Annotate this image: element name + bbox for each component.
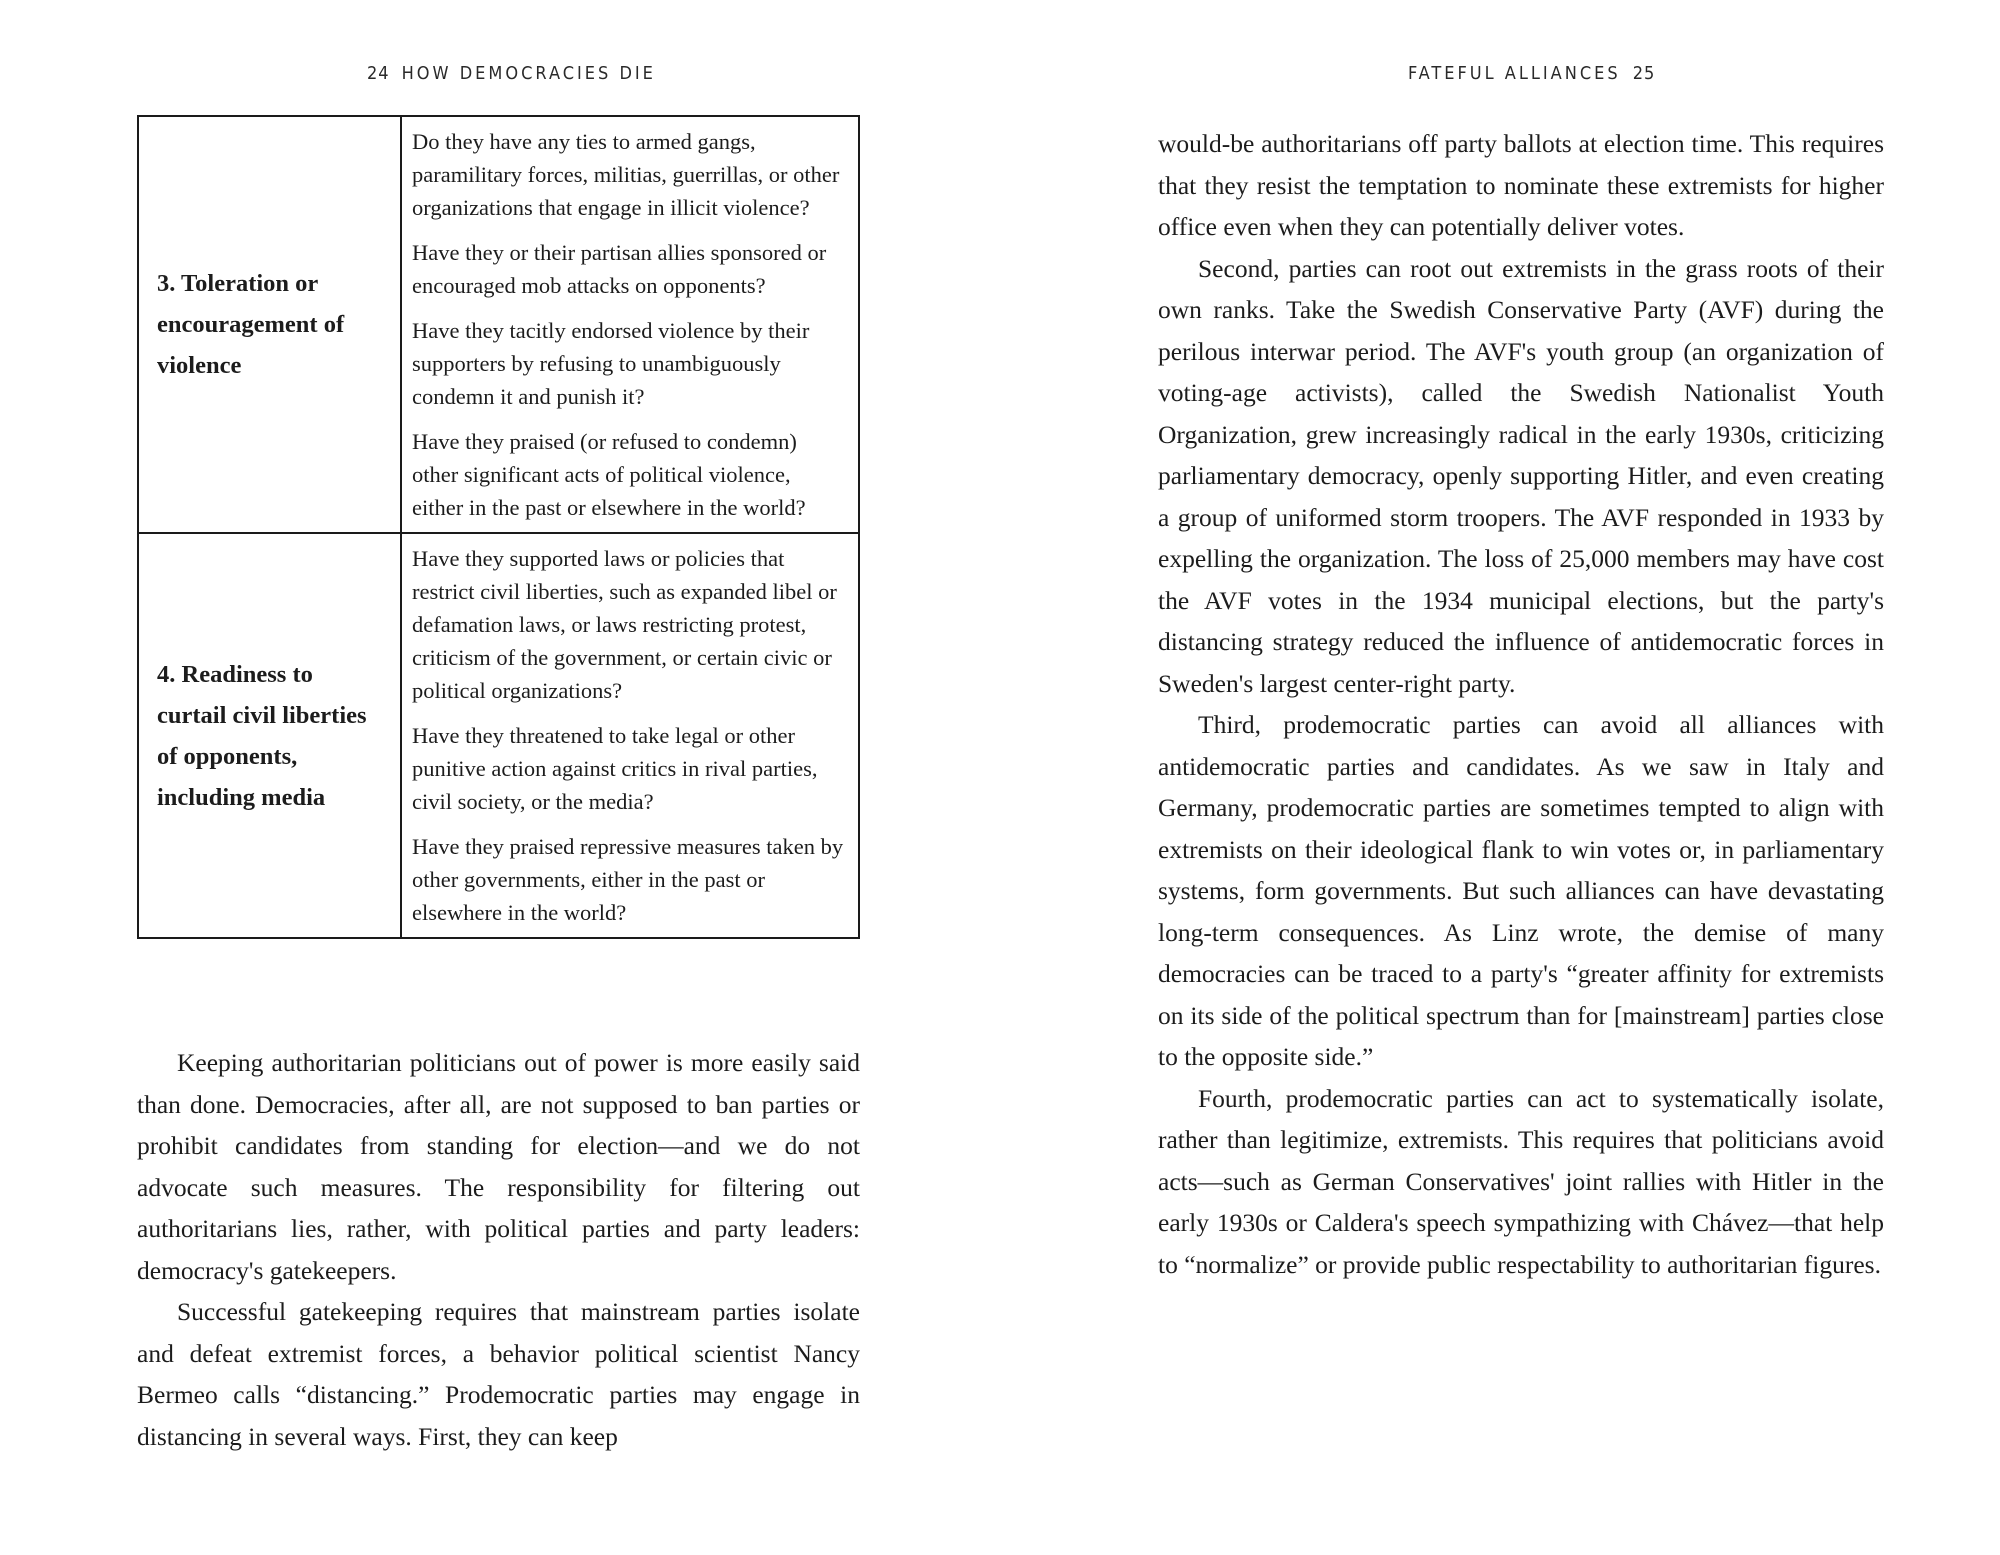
paragraph: Second, parties can root out extremists in the grass roots of their own ranks. Take the Swedish Conservative Party (AVF) during the perilous interwar period. The AVF's youth group (an organization of voting-age activists), called the Swedish Nationalist Youth Organization, grew increasingly radical in the early 1930s, criticizing parliamentary democracy, openly supporting Hitler, and even creating a group of uniformed storm troopers. The AVF responded in 1933 by expelling the organization. The loss of 25,000 members may have cost the AVF votes in the 1934 municipal elections, but the party's distancing strategy reduced the influence of antidemocratic forces in Sweden's largest center-right party. — [1158, 253, 1884, 698]
row-label-civil-liberties: 4. Readiness to curtail civil liberties of opponents, including media — [138, 533, 401, 938]
question-item: Have they praised (or refused to condemn) other significant acts of political violence, either in the past or elsewhere in the world? — [412, 429, 806, 520]
left-body-text — [137, 1042, 860, 1457]
authoritarian-behavior-table — [137, 115, 860, 939]
question-item: Have they supported laws or policies that restrict civil liberties, such as expanded libel or defamation laws, or laws restricting protest, criticism of the government, or certain civic or political organizations? — [412, 546, 837, 703]
table-row — [138, 116, 859, 533]
row-label-violence: 3. Toleration or encouragement of violence — [138, 116, 401, 533]
right-running-head-title: FATEFUL ALLIANCES — [1408, 63, 1621, 84]
question-item: Have they or their partisan allies sponsored or encouraged mob attacks on opponents? — [412, 240, 827, 298]
questions-cell-violence — [401, 116, 859, 533]
right-page — [1158, 0, 1884, 1555]
right-body-text — [1158, 123, 1884, 1285]
left-page — [137, 0, 860, 1555]
left-running-head — [367, 63, 656, 84]
question-item: Have they praised repressive measures taken by other governments, either in the past or elsewhere in the world? — [412, 834, 844, 925]
paragraph: Keeping authoritarian politicians out of power is more easily said than done. Democracies, after all, are not supposed to ban parties or prohibit candidates from standing for election—and we do not advocate such measures. The responsibility for filtering out authoritarians lies, rather, with political parties and party leaders: democracy's gatekeepers. — [137, 1048, 860, 1285]
paragraph-continued: would-be authoritarians off party ballots at election time. This requires that they resist the temptation to nominate these extremists for higher office even when they can potentially deliver votes. — [1158, 129, 1884, 241]
right-running-head — [1408, 63, 1655, 84]
left-page-number: 24 — [367, 63, 390, 84]
paragraph: Successful gatekeeping requires that mainstream parties isolate and defeat extremist forces, a behavior political scientist Nancy Bermeo calls “distancing.” Prodemocratic parties may engage in distancing in several ways. First, they can keep — [137, 1297, 860, 1451]
question-item: Have they threatened to take legal or other punitive action against critics in rival parties, civil society, or the media? — [412, 723, 818, 814]
table-row — [138, 533, 859, 938]
question-item: Do they have any ties to armed gangs, paramilitary forces, militias, guerrillas, or other organizations that engage in illicit violence? — [412, 129, 840, 220]
paragraph: Third, prodemocratic parties can avoid all alliances with antidemocratic parties and candidates. As we saw in Italy and Germany, prodemocratic parties are sometimes tempted to align with extremists on their ideological flank to win votes or, in parliamentary systems, form governments. But such alliances can have devastating long-term consequences. As Linz wrote, the demise of many democracies can be traced to a party's “greater affinity for extremists on its side of the political spectrum than for [mainstream] parties close to the opposite side.” — [1158, 710, 1884, 1071]
paragraph: Fourth, prodemocratic parties can act to systematically isolate, rather than legitimize, extremists. This requires that politicians avoid acts—such as German Conservatives' joint rallies with Hitler in the early 1930s or Caldera's speech sympathizing with Chávez—that help to “normalize” or provide public respectability to authoritarian figures. — [1158, 1083, 1884, 1279]
questions-cell-civil-liberties — [401, 533, 859, 938]
right-page-number: 25 — [1632, 63, 1656, 84]
left-running-head-title: HOW DEMOCRACIES DIE — [401, 63, 656, 84]
question-item: Have they tacitly endorsed violence by their supporters by refusing to unambiguously condemn it and punish it? — [412, 318, 810, 409]
